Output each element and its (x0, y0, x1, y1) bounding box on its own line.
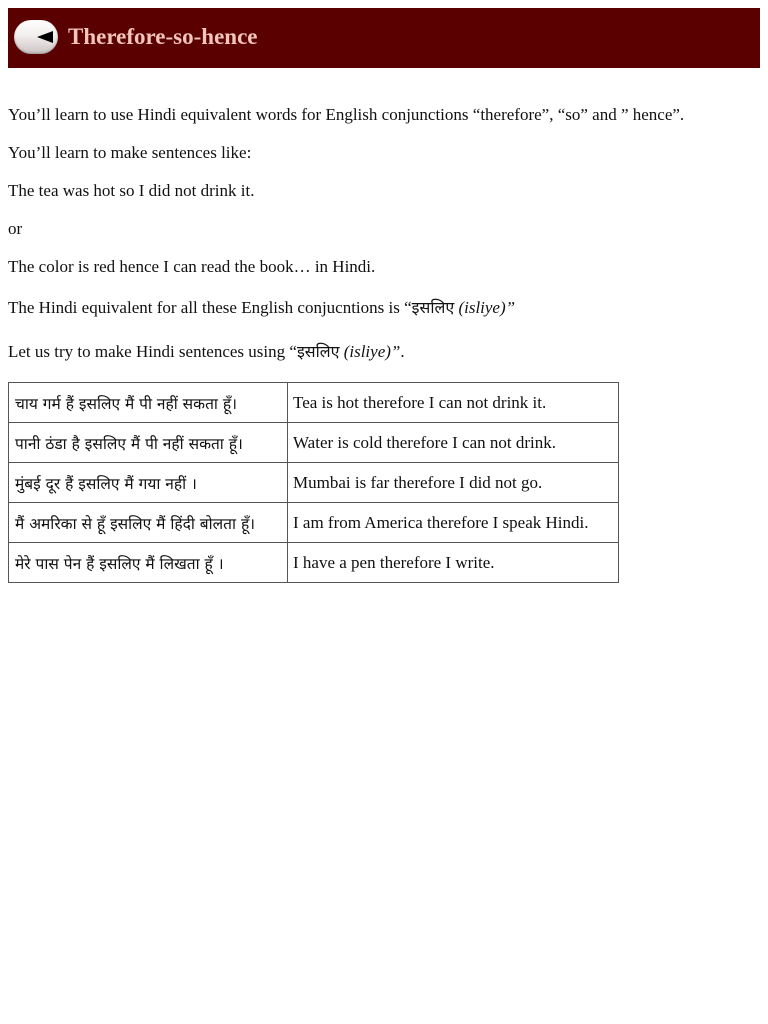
hindi-cell: पानी ठंडा है इसलिए मैं पी नहीं सकता हूँ। (9, 423, 288, 463)
table-row (9, 463, 619, 503)
table-row (9, 423, 619, 463)
hindi-cell: चाय गर्म हैं इसलिए मैं पी नहीं सकता हूँ। (9, 383, 288, 423)
english-cell: Mumbai is far therefore I did not go. (288, 463, 619, 503)
intro-paragraph: You’ll learn to use Hindi equivalent words for English conjunctions “therefore”, “so” and ” hence”. (8, 105, 685, 124)
hindi-word: इसलिए (411, 298, 455, 317)
hindi-cell: मेरे पास पेन हैं इसलिए मैं लिखता हूँ । (9, 543, 288, 583)
equivalent-paragraph (8, 298, 515, 318)
page-title: Therefore-so-hence (68, 24, 258, 49)
english-cell: Tea is hot therefore I can not drink it. (288, 383, 619, 423)
intro-paragraph: You’ll learn to make sentences like: (8, 143, 252, 162)
example-sentence: The color is red hence I can read the book… in Hindi. (8, 257, 376, 276)
equivalent-prefix: The Hindi equivalent for all these English conjucntions is “ (8, 298, 412, 317)
english-cell: I am from America therefore I speak Hindi. (288, 503, 619, 543)
transliteration: (isliye)” (343, 342, 401, 361)
table-row (9, 503, 619, 543)
try-prefix: Let us try to make Hindi sentences using “ (8, 342, 297, 361)
intro-paragraph: or (8, 219, 23, 238)
header-bar (8, 8, 760, 68)
table-row (9, 543, 619, 583)
back-arrow-icon (37, 31, 53, 43)
examples-table (8, 382, 619, 583)
back-button[interactable] (14, 20, 58, 54)
table-row (9, 383, 619, 423)
try-suffix: . (400, 342, 405, 361)
english-cell: Water is cold therefore I can not drink. (288, 423, 619, 463)
transliteration: (isliye)” (458, 298, 516, 317)
hindi-cell: मैं अमरिका से हूँ इसलिए मैं हिंदी बोलता हूँ। (9, 503, 288, 543)
hindi-cell: मुंबई दूर हैं इसलिए मैं गया नहीं । (9, 463, 288, 503)
english-cell: I have a pen therefore I write. (288, 543, 619, 583)
hindi-word: इसलिए (296, 342, 340, 361)
try-paragraph (8, 342, 405, 362)
example-sentence: The tea was hot so I did not drink it. (8, 181, 255, 200)
